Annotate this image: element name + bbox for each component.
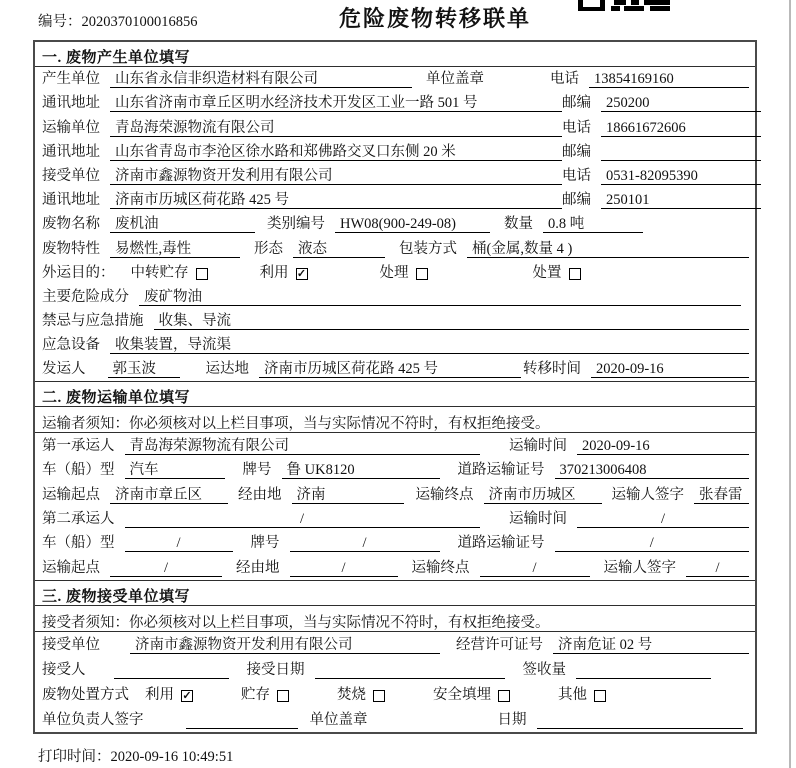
- row-waste-name: [35, 212, 755, 236]
- row-receiver-address: [35, 188, 755, 212]
- checkbox-other: [594, 690, 606, 702]
- value-via-place: 济南: [292, 486, 404, 504]
- value-producer-phone: 13854169160: [589, 70, 749, 88]
- label-physical-form: 形态: [254, 240, 283, 257]
- checkbox-incineration-label: 焚烧: [337, 686, 366, 703]
- check-mark-icon: ✓: [296, 267, 307, 280]
- value-quantity: 0.8 吨: [543, 215, 643, 233]
- value-received-quantity: [576, 661, 711, 679]
- value-waste-name: 废机油: [110, 215, 255, 233]
- checkbox-utilize-receive: [181, 690, 193, 702]
- value-road-permit: 370213006408: [555, 461, 750, 479]
- label-via-place-2: 经由地: [236, 559, 280, 576]
- label-postcode: 邮编: [562, 192, 591, 209]
- label-vehicle-type: 车（船）型: [42, 462, 115, 479]
- checkbox-transfer-storage: [196, 268, 208, 280]
- value-responsible-signature: [186, 711, 298, 729]
- label-vehicle-type-2: 车（船）型: [42, 535, 115, 552]
- label-transfer-purpose: 外运目的：: [42, 264, 115, 281]
- label-receiving-unit: 接受单位: [42, 636, 100, 653]
- value-receiver-phone: 0531-82095390: [601, 167, 761, 185]
- label-mailing-address: 通讯地址: [42, 143, 100, 160]
- label-transport-destination-2: 运输终点: [411, 559, 470, 576]
- value-emergency-equipment: 收集装置，导流渠: [110, 336, 749, 354]
- value-plate-number: 鲁 UK8120: [282, 461, 440, 479]
- row-second-carrier: [35, 507, 755, 531]
- label-transport-origin: 运输起点: [42, 486, 100, 503]
- option-treatment: [380, 261, 428, 282]
- print-time-label: 打印时间：: [38, 749, 111, 765]
- value-producer-address: 山东省济南市章丘区明水经济技术开发区工业一路 501 号: [110, 94, 562, 112]
- label-waste-name: 废物名称: [42, 216, 100, 233]
- value-waste-characteristics: 易燃性,毒性: [110, 240, 240, 258]
- checkbox-secure-landfill: [498, 690, 510, 702]
- label-seal-date: 日期: [497, 711, 527, 728]
- manifest-form: [33, 40, 757, 734]
- label-received-quantity: 签收量: [522, 661, 566, 678]
- value-destination: 济南市历城区荷花路 425 号: [259, 360, 521, 378]
- row-waste-characteristics: [35, 236, 755, 260]
- label-unit-seal-receiver: 单位盖章: [309, 711, 368, 728]
- value-transport-phone: 18661672606: [601, 119, 761, 137]
- label-producer-phone: 电话: [550, 71, 579, 88]
- label-road-permit-2: 道路运输证号: [457, 535, 545, 552]
- row-producer-address: [35, 91, 755, 115]
- label-receiving-unit: 接受单位: [42, 167, 100, 184]
- label-disposal-method: 废物处置方式: [42, 686, 129, 703]
- row-transport-route-2: [35, 555, 755, 579]
- value-transport-destination: 济南市历城区: [484, 486, 602, 504]
- label-transporter-signature: 运输人签字: [611, 486, 684, 503]
- row-responsible-signature: [35, 707, 755, 732]
- document-number: [38, 10, 198, 31]
- value-vehicle-type: 汽车: [125, 461, 225, 479]
- value-precautions: 收集、导流: [154, 312, 750, 330]
- section-receiver-title: 三. 废物接受单位填写: [35, 581, 755, 606]
- checkbox-secure-landfill-label: 安全填埋: [433, 686, 491, 703]
- label-responsible-signature: 单位负责人签字: [42, 711, 144, 728]
- label-transport-date-2: 运输时间: [509, 511, 567, 527]
- value-receiving-unit: 济南市鑫源物资开发利用有限公司: [110, 167, 562, 185]
- value-transport-origin: 济南市章丘区: [110, 486, 228, 504]
- label-plate-number: 牌号: [242, 462, 272, 479]
- row-vehicle-2: [35, 531, 755, 555]
- checkbox-treatment-label: 处理: [379, 264, 409, 281]
- label-transport-destination: 运输终点: [415, 486, 474, 503]
- value-operating-permit: 济南危证 02 号: [553, 636, 749, 654]
- label-transfer-date: 转移时间: [523, 361, 581, 378]
- check-mark-icon: ✓: [182, 689, 192, 702]
- document-header: [0, 0, 796, 40]
- row-disposal-method: [35, 682, 755, 707]
- value-category-code: HW08(900-249-08): [335, 215, 490, 233]
- label-second-carrier: 第二承运人: [42, 511, 115, 527]
- row-main-hazard: [35, 285, 755, 309]
- value-transporter-signature-2: /: [686, 559, 749, 577]
- row-transport-unit: [35, 115, 755, 139]
- label-operating-permit: 经营许可证号: [456, 636, 543, 653]
- value-producer-unit: 山东省永信非织造材料有限公司: [110, 70, 412, 88]
- row-transfer-purpose: [35, 261, 755, 285]
- label-transport-phone: 电话: [562, 119, 591, 136]
- label-unit-seal: 单位盖章: [426, 71, 484, 88]
- value-receiver-person: [114, 661, 229, 679]
- value-physical-form: 液态: [293, 240, 385, 258]
- checkbox-transfer-storage-label: 中转贮存: [130, 264, 189, 281]
- value-main-hazard: 废矿物油: [139, 288, 741, 306]
- option-disposal: [533, 261, 581, 282]
- value-transport-date-2: /: [577, 510, 749, 528]
- checkbox-incineration: [373, 690, 385, 702]
- label-transport-date: 运输时间: [509, 437, 567, 454]
- section-producer: [35, 42, 755, 381]
- label-receive-date: 接受日期: [246, 661, 305, 678]
- value-transporter-signature: 张春雷: [694, 486, 749, 504]
- label-consignor: 发运人: [42, 361, 86, 378]
- value-transport-address: 山东省青岛市李沧区徐水路和郑佛路交叉口东侧 20 米: [110, 143, 562, 161]
- row-transport-address: [35, 140, 755, 164]
- checkbox-storage: [277, 690, 289, 702]
- document-number-label: 编号：: [38, 14, 82, 30]
- page-title: 危险废物转移联单: [338, 6, 532, 31]
- label-destination: 运达地: [205, 361, 249, 378]
- option-secure-landfill: [433, 683, 510, 704]
- row-receiver-person: [35, 657, 755, 682]
- row-emergency-equipment: [35, 333, 755, 357]
- value-road-permit-2: /: [555, 534, 750, 552]
- checkbox-utilize-label: 利用: [259, 264, 289, 281]
- row-consignor: [35, 357, 755, 381]
- qr-code-fragment-icon: [578, 0, 670, 11]
- value-packaging: 桶(金属,数量 4 ): [467, 240, 749, 258]
- value-transport-unit: 青岛海荣源物流有限公司: [110, 119, 562, 137]
- label-quantity: 数量: [504, 216, 533, 233]
- section-producer-title: 一. 废物产生单位填写: [35, 42, 755, 67]
- label-road-permit: 道路运输证号: [457, 462, 545, 479]
- label-transport-origin-2: 运输起点: [42, 559, 100, 576]
- checkbox-disposal: [569, 268, 581, 280]
- label-emergency-equipment: 应急设备: [42, 337, 100, 354]
- checkbox-utilize: [296, 268, 308, 280]
- value-first-carrier: 青岛海荣源物流有限公司: [125, 437, 480, 455]
- value-receive-date: [315, 661, 505, 679]
- label-producer-unit: 产生单位: [42, 71, 100, 88]
- label-waste-characteristics: 废物特性: [42, 240, 100, 257]
- value-via-place-2: /: [290, 559, 398, 577]
- value-vehicle-type-2: /: [125, 534, 233, 552]
- row-receiving-unit: [35, 164, 755, 188]
- value-transport-destination-2: /: [480, 559, 590, 577]
- value-transport-origin-2: /: [110, 559, 222, 577]
- option-utilize: [260, 261, 308, 282]
- label-transport-unit: 运输单位: [42, 119, 100, 136]
- value-plate-number-2: /: [290, 534, 440, 552]
- option-other: [558, 683, 606, 704]
- label-receiver-phone: 电话: [562, 167, 591, 184]
- label-receiver-person: 接受人: [42, 661, 86, 678]
- label-precautions: 禁忌与应急措施: [42, 313, 144, 330]
- checkbox-storage-label: 贮存: [241, 686, 270, 703]
- value-transport-postcode: [601, 143, 761, 161]
- value-transport-date: 2020-09-16: [577, 437, 749, 455]
- label-main-hazard: 主要危险成分: [42, 288, 129, 305]
- section-receiver: [35, 580, 755, 732]
- row-transport-route: [35, 482, 755, 506]
- checkbox-treatment: [416, 268, 428, 280]
- checkbox-other-label: 其他: [558, 686, 587, 703]
- option-incineration: [337, 683, 385, 704]
- row-receiving-unit-confirm: [35, 632, 755, 657]
- section-transporter: [35, 381, 755, 579]
- print-time-value: 2020-09-16 10:49:51: [110, 749, 234, 765]
- value-transfer-date: 2020-09-16: [591, 360, 749, 378]
- checkbox-utilize-receive-label: 利用: [145, 686, 174, 703]
- row-vehicle: [35, 458, 755, 482]
- label-first-carrier: 第一承运人: [42, 437, 115, 454]
- label-via-place: 经由地: [238, 486, 282, 503]
- value-receiving-unit: 济南市鑫源物资开发利用有限公司: [130, 636, 440, 654]
- value-consignor: 郭玉波: [108, 360, 180, 378]
- label-plate-number-2: 牌号: [250, 535, 280, 552]
- receiver-notice: 接受者须知：你必须核对以上栏目事项，当与实际情况不符时，有权拒绝接受。: [35, 606, 755, 632]
- label-category-code: 类别编号: [267, 216, 325, 233]
- value-receiver-postcode: 250101: [601, 191, 761, 209]
- value-producer-postcode: 250200: [601, 94, 761, 112]
- value-receiver-address: 济南市历城区荷花路 425 号: [110, 191, 562, 209]
- label-transporter-signature-2: 运输人签字: [603, 559, 676, 576]
- section-transporter-title: 二. 废物运输单位填写: [35, 382, 755, 407]
- option-utilize-receive: [145, 683, 193, 704]
- print-time: [38, 745, 233, 766]
- row-producer-unit: [35, 67, 755, 91]
- option-storage: [241, 683, 289, 704]
- label-postcode: 邮编: [562, 143, 591, 160]
- label-mailing-address: 通讯地址: [42, 95, 100, 112]
- option-transfer-storage: [131, 261, 208, 282]
- label-packaging: 包装方式: [399, 240, 457, 257]
- transporter-notice: 运输者须知：你必须核对以上栏目事项，当与实际情况不符时，有权拒绝接受。: [35, 407, 755, 433]
- window-right-edge: [789, 0, 791, 768]
- row-first-carrier: [35, 433, 755, 457]
- document-number-value: 2020370100016856: [81, 14, 198, 30]
- row-precautions: [35, 309, 755, 333]
- value-seal-date: [537, 711, 744, 729]
- checkbox-disposal-label: 处置: [532, 264, 562, 281]
- label-mailing-address: 通讯地址: [42, 192, 100, 209]
- value-second-carrier: /: [125, 510, 480, 528]
- label-postcode: 邮编: [562, 95, 591, 112]
